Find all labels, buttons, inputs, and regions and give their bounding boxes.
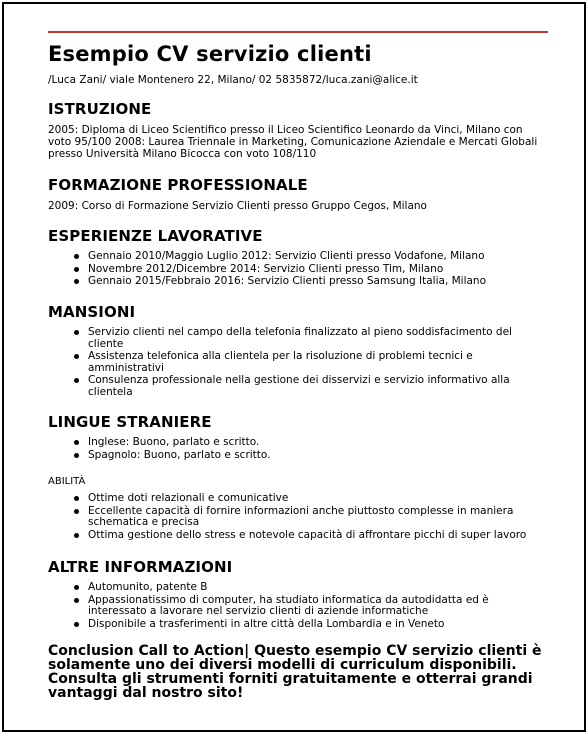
section-lingue — [48, 413, 548, 462]
altre-list — [48, 582, 548, 630]
section-esperienze — [48, 227, 548, 289]
cv-page — [2, 2, 586, 732]
section-abilita — [48, 476, 548, 542]
istruzione-text: 2005: Diploma di Liceo Scientifico presso il Liceo Scientifico Leonardo da Vinci, Milano con voto 95/100 2008: Laurea Triennale in Marketing, Comunicazione Aziendale e Mercati Globali presso Università Milano Bicocca con voto 108/110 — [48, 124, 538, 160]
contact-line: /Luca Zani/ viale Montenero 22, Milano/ 02 5835872/luca.zani@alice.it — [48, 74, 418, 86]
list-item: Inglese: Buono, parlato e scritto. — [88, 437, 548, 449]
heading-formazione: FORMAZIONE PROFESSIONALE — [48, 176, 308, 194]
list-item: Ottime doti relazionali e comunicative — [88, 493, 548, 505]
section-altre — [48, 558, 548, 631]
heading-istruzione: ISTRUZIONE — [48, 100, 152, 118]
list-item: Disponibile a trasferimenti in altre città della Lombardia e in Veneto — [88, 619, 548, 631]
abilita-list — [48, 493, 548, 541]
list-item: Novembre 2012/Dicembre 2014: Servizio Clienti presso Tim, Milano — [88, 264, 548, 276]
lingue-list — [48, 437, 548, 461]
list-item: Eccellente capacità di fornire informazioni anche piuttosto complesse in maniera schematica e precisa — [88, 506, 548, 529]
heading-altre: ALTRE INFORMAZIONI — [48, 558, 233, 576]
section-formazione — [48, 176, 548, 212]
mansioni-list — [48, 327, 548, 398]
title-rule — [48, 31, 548, 33]
list-item: Spagnolo: Buono, parlato e scritto. — [88, 450, 548, 462]
list-item: Servizio clienti nel campo della telefonia finalizzato al pieno soddisfacimento del cliente — [88, 327, 548, 350]
list-item: Gennaio 2010/Maggio Luglio 2012: Servizio Clienti presso Vodafone, Milano — [88, 251, 548, 263]
list-item: Appassionatissimo di computer, ha studiato informatica da autodidatta ed è interessato a lavorare nel servizio clienti di aziende informatiche — [88, 595, 548, 618]
formazione-text: 2009: Corso di Formazione Servizio Clienti presso Gruppo Cegos, Milano — [48, 200, 427, 212]
cv-title: Esempio CV servizio clienti — [48, 42, 372, 66]
esperienze-list — [48, 251, 548, 288]
list-item: Consulenza professionale nella gestione dei disservizi e servizio informativo alla clientela — [88, 375, 548, 398]
section-mansioni — [48, 303, 548, 399]
section-istruzione — [48, 100, 548, 160]
heading-abilita: ABILITÀ — [48, 476, 86, 487]
heading-mansioni: MANSIONI — [48, 303, 136, 321]
list-item: Gennaio 2015/Febbraio 2016: Servizio Clienti presso Samsung Italia, Milano — [88, 276, 548, 288]
list-item: Ottima gestione dello stress e notevole capacità di affrontare picchi di super lavoro — [88, 530, 548, 542]
conclusion-cta: Conclusion Call to Action| Questo esempio CV servizio clienti è solamente uno dei diversi modelli di curriculum disponibili. Consulta gli strumenti forniti gratuitamente e otterrai grandi vantaggi dal nostro sito! — [48, 643, 542, 701]
heading-esperienze: ESPERIENZE LAVORATIVE — [48, 227, 263, 245]
list-item: Automunito, patente B — [88, 582, 548, 594]
list-item: Assistenza telefonica alla clientela per la risoluzione di problemi tecnici e amministrativi — [88, 351, 548, 374]
heading-lingue: LINGUE STRANIERE — [48, 413, 212, 431]
